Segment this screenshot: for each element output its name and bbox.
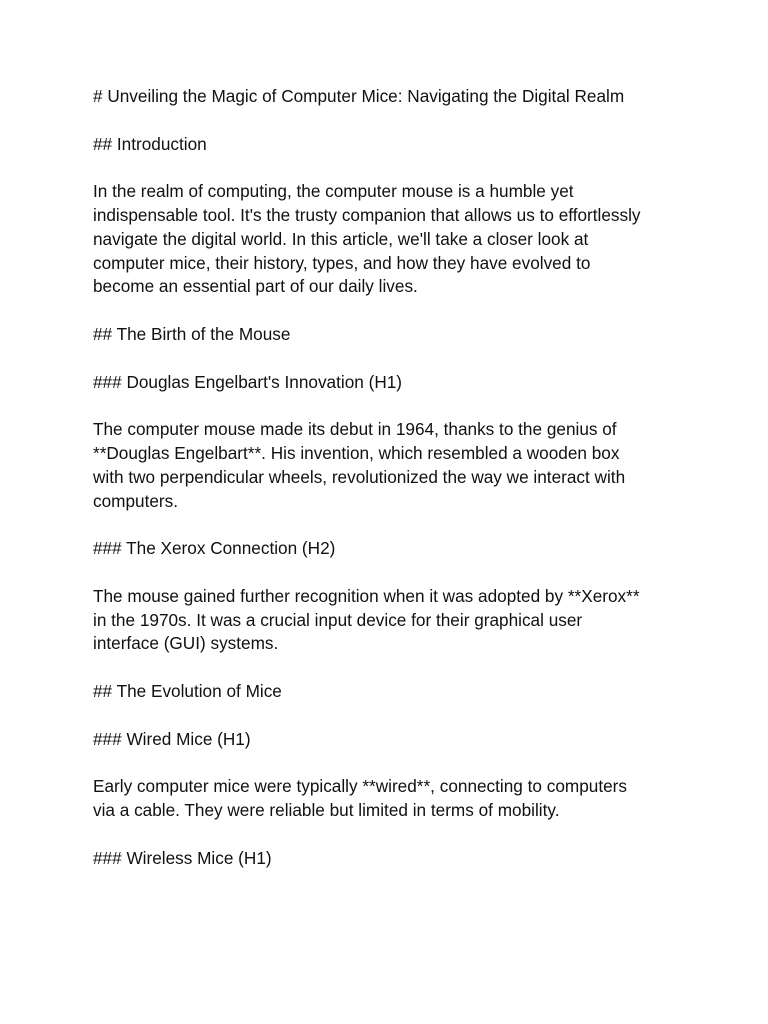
paragraph-line: Early computer mice were typically **wired**, connecting to computers	[93, 776, 627, 797]
engelbart-paragraph	[93, 418, 683, 513]
wireless-heading: ### Wireless Mice (H1)	[93, 847, 272, 868]
wired-paragraph	[93, 775, 683, 823]
xerox-heading: ### The Xerox Connection (H2)	[93, 538, 336, 559]
paragraph-line: In the realm of computing, the computer mouse is a humble yet	[93, 181, 574, 202]
document-title: # Unveiling the Magic of Computer Mice: Navigating the Digital Realm	[93, 86, 625, 106]
intro-heading-block	[93, 133, 683, 157]
intro-paragraph	[93, 180, 683, 299]
paragraph-line: become an essential part of our daily lives.	[93, 276, 418, 297]
wired-heading: ### Wired Mice (H1)	[93, 728, 251, 749]
paragraph-line: computer mice, their history, types, and how they have evolved to	[93, 252, 591, 273]
paragraph-line: The mouse gained further recognition when it was adopted by **Xerox**	[93, 585, 640, 606]
paragraph-line: via a cable. They were reliable but limited in terms of mobility.	[93, 799, 560, 820]
wired-heading-block	[93, 728, 683, 752]
evolution-heading: ## The Evolution of Mice	[93, 680, 282, 701]
paragraph-line: interface (GUI) systems.	[93, 633, 279, 654]
intro-heading: ## Introduction	[93, 133, 207, 154]
paragraph-line: with two perpendicular wheels, revolutionized the way we interact with	[93, 466, 626, 487]
engelbart-heading-block	[93, 371, 683, 395]
paragraph-line: **Douglas Engelbart**. His invention, which resembled a wooden box	[93, 442, 620, 463]
xerox-paragraph	[93, 585, 683, 656]
birth-heading-block	[93, 323, 683, 347]
paragraph-line: indispensable tool. It's the trusty companion that allows us to effortlessly	[93, 204, 641, 225]
evolution-heading-block	[93, 680, 683, 704]
birth-heading: ## The Birth of the Mouse	[93, 323, 291, 344]
paragraph-line: computers.	[93, 490, 179, 511]
document-page	[93, 85, 683, 894]
document-title-block	[93, 85, 683, 109]
xerox-heading-block	[93, 537, 683, 561]
paragraph-line: in the 1970s. It was a crucial input device for their graphical user	[93, 609, 583, 630]
engelbart-heading: ### Douglas Engelbart's Innovation (H1)	[93, 371, 403, 392]
paragraph-line: The computer mouse made its debut in 1964, thanks to the genius of	[93, 419, 617, 440]
paragraph-line: navigate the digital world. In this article, we'll take a closer look at	[93, 228, 589, 249]
wireless-heading-block	[93, 847, 683, 871]
